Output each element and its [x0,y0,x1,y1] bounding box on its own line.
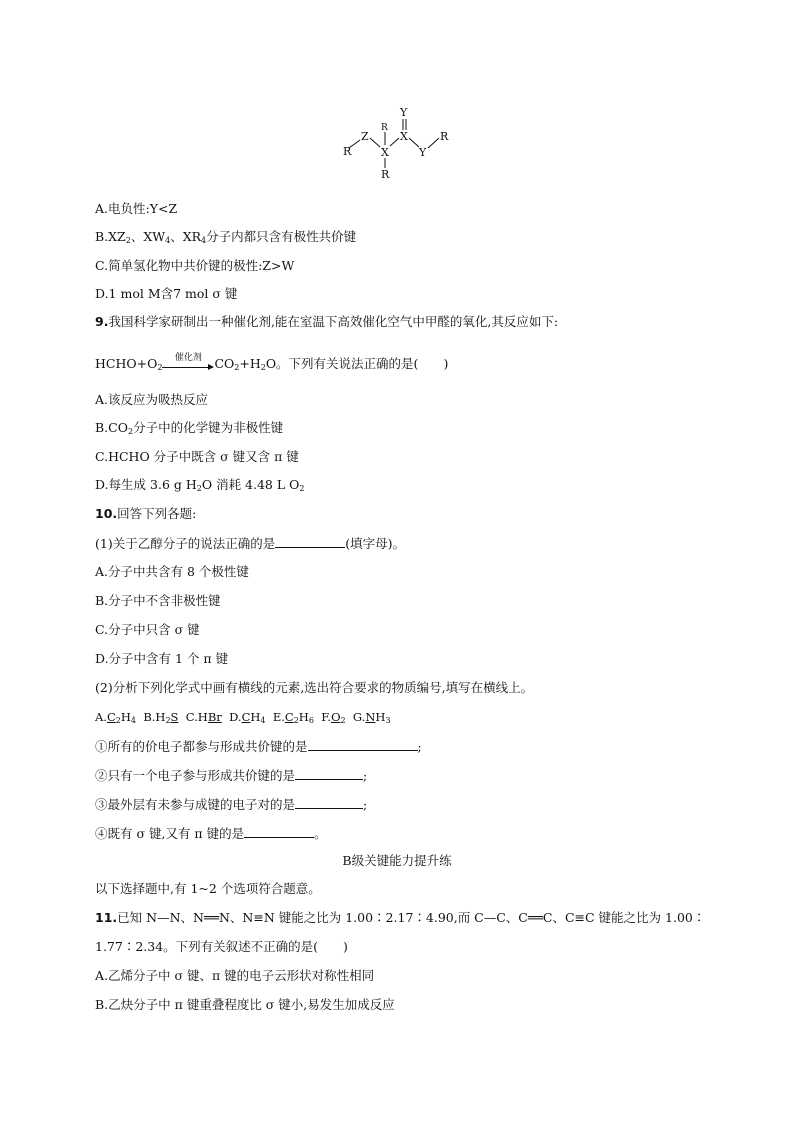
atom-r-bottom: R [381,168,390,181]
q8-option-b: $B.XZ_2$、$XW_4$、$XR_4$分子内都只含有极性共价键 [95,229,357,245]
answer-blank[interactable] [275,535,345,548]
q9-number: 9. [95,314,109,329]
q9-option-d: D.每生成 3.6 g $H_2O$ 消耗 4.48 L $O_2$ [95,477,305,493]
q8-option-d: D.1 mol M含7 mol σ 键 [95,286,238,301]
atom-r-left: R [343,145,352,158]
atom-x-center: X [381,146,389,159]
atom-r-far-right: R [440,130,449,143]
q10-part2: (2)分析下列化学式中画有横线的元素,选出符合要求的物质编号,填写在横线上。 [95,680,534,695]
q8-option-c: C.简单氢化物中共价键的极性:Z>W [95,258,295,273]
q10-stem: 10.回答下列各题: [95,506,197,521]
q10-blank-2: ②只有一个电子参与形成共价键的是 ; [95,768,368,783]
answer-blank[interactable] [295,796,363,809]
q9-option-b: $B.CO_2$分子中的化学键为非极性键 [95,420,284,436]
q10-option-a: A.分子中共含有 8 个极性键 [95,564,249,579]
q9-stem: 9.我国科学家研制出一种催化剂,能在室温下高效催化空气中甲醛的氧化,其反应如下: [95,314,559,329]
answer-blank[interactable] [295,767,363,780]
q11-stem-line1: 11.已知 N—N、N══N、N≡N 键能之比为 1.00∶2.17∶4.90,而 C—C、C══C、C≡C 键能之比为 1.00∶ [95,910,706,925]
atom-y-right: Y [419,146,427,159]
q10-option-b: B.分子中不含非极性键 [95,593,221,608]
answer-blank[interactable] [244,825,314,838]
reaction-arrow [162,352,214,372]
q9-equation: $HCHO+O_2$ 催化剂 $CO_2+H_2O$。下列有关说法正确的是( ) [95,356,448,372]
atom-y-top: Y [400,106,408,119]
q10-formula-list: $A.C_2H_4$ $B.H_2S$ C.HBr $D.CH_4$ $E.C_2H_6$ $F.O_2$ $G.NH_3$ [95,710,391,725]
section-b-note: 以下选择题中,有 1~2 个选项符合题意。 [95,881,321,896]
q10-option-d: D.分子中含有 1 个 π 键 [95,651,229,666]
answer-blank[interactable] [308,738,418,751]
q10-number: 10. [95,506,118,521]
q11-option-b: B.乙炔分子中 π 键重叠程度比 σ 键小,易发生加成反应 [95,997,395,1012]
q8-option-a: A.电负性:Y<Z [95,201,178,216]
q9-option-c: C.HCHO 分子中既含 σ 键又含 π 键 [95,449,299,464]
atom-z: Z [361,130,369,143]
q10-blank-4: ④既有 σ 键,又有 π 键的是 。 [95,826,327,841]
atom-x-right: X [400,130,408,143]
structural-formula-diagram [335,100,465,185]
atom-r-upper: R [381,123,388,133]
q11-number: 11. [95,910,118,925]
catalyst-label: 催化剂 [174,352,202,363]
q11-option-a: A.乙烯分子中 σ 键、π 键的电子云形状对称性相同 [95,968,375,983]
section-b-title: B级关键能力提升练 [342,853,452,868]
q11-stem-line2: 1.77∶2.34。下列有关叙述不正确的是( ) [95,939,348,954]
q10-part1: (1)关于乙醇分子的说法正确的是 (填字母)。 [95,536,405,551]
q10-option-c: C.分子中只含 σ 键 [95,622,200,637]
q10-blank-1: ①所有的价电子都参与形成共价键的是 ; [95,739,422,754]
q10-blank-3: ③最外层有未参与成键的电子对的是 ; [95,797,368,812]
q9-option-a: A.该反应为吸热反应 [95,392,209,407]
